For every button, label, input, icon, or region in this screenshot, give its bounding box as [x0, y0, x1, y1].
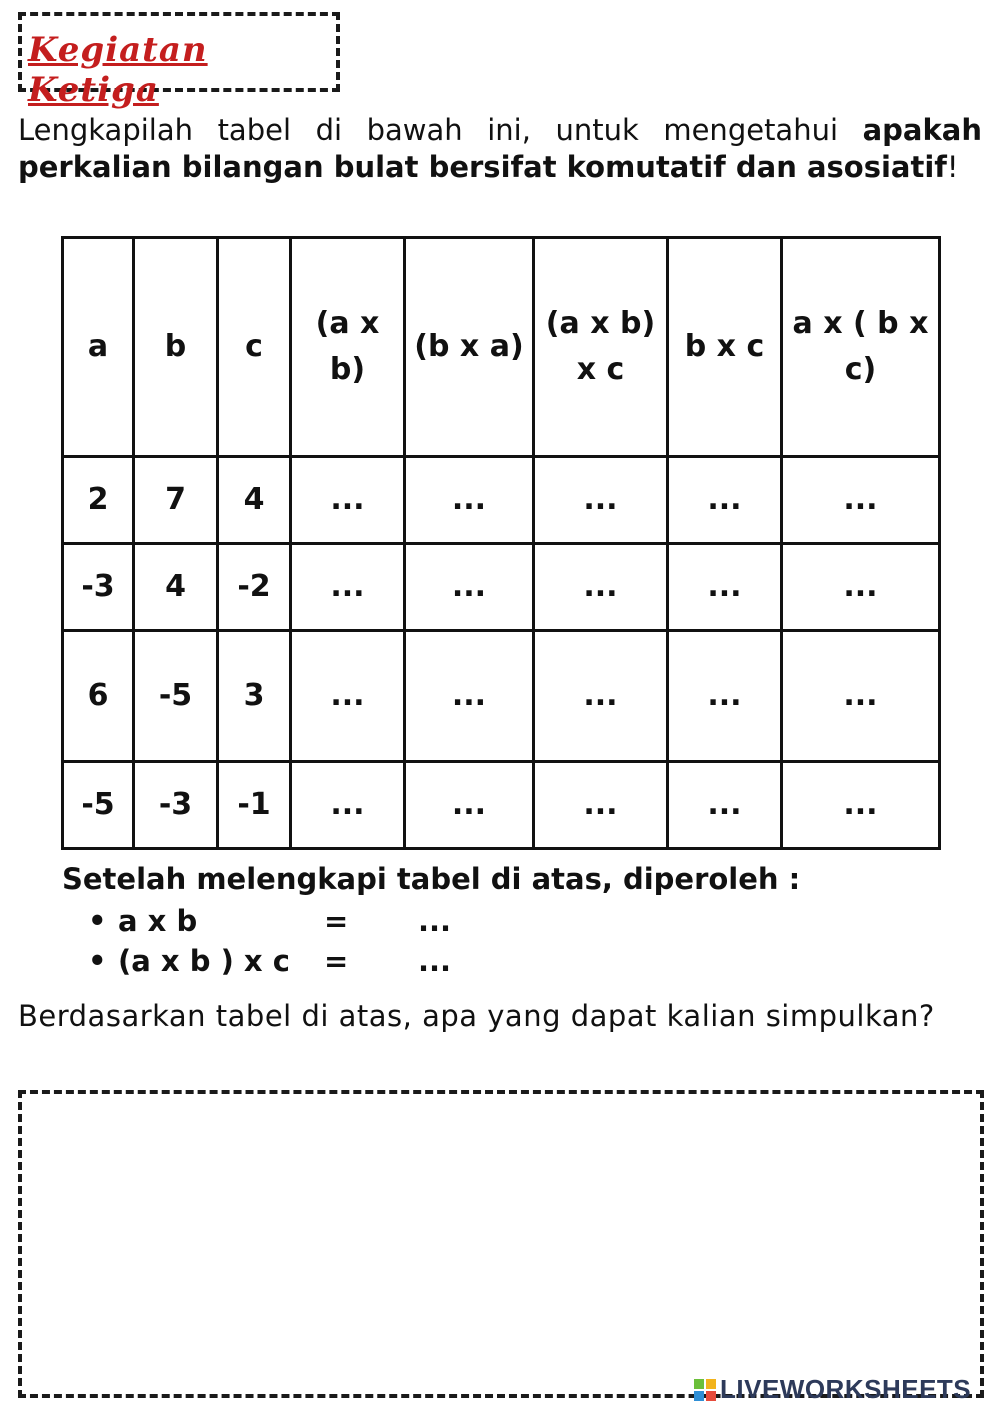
answer-cell[interactable]: ... [782, 457, 940, 544]
bullet-expression: (a x b ) x c [118, 944, 290, 978]
answer-cell[interactable]: ... [534, 631, 668, 762]
header-ab-times-c: (a x b) x c [534, 238, 668, 457]
header-a-times-bc: a x ( b x c) [782, 238, 940, 457]
answer-cell[interactable]: ... [291, 762, 405, 849]
answer-cell[interactable]: ... [291, 544, 405, 631]
cell-b: 4 [134, 544, 218, 631]
bullet-expression: a x b [118, 904, 198, 938]
cell-b: -5 [134, 631, 218, 762]
watermark [694, 1374, 971, 1405]
instruction-end: ! [946, 150, 959, 184]
cell-b: 7 [134, 457, 218, 544]
cell-a: 6 [63, 631, 134, 762]
cell-a: 2 [63, 457, 134, 544]
answer-cell[interactable]: ... [405, 762, 534, 849]
cell-a: -5 [63, 762, 134, 849]
answer-cell[interactable]: ... [405, 457, 534, 544]
answer-cell[interactable]: ... [405, 631, 534, 762]
header-a-times-b: (a x b) [291, 238, 405, 457]
table-row [63, 631, 940, 762]
answer-cell[interactable]: ... [534, 544, 668, 631]
activity-title: Kegiatan Ketiga [28, 30, 208, 110]
bullet-icon: • [88, 944, 107, 978]
answer-cell[interactable]: ... [668, 544, 782, 631]
answer-cell[interactable]: ... [291, 631, 405, 762]
table-header-row [63, 238, 940, 457]
table-row [63, 762, 940, 849]
cell-b: -3 [134, 762, 218, 849]
question-text: Berdasarkan tabel di atas, apa yang dapat kalian simpulkan? [18, 999, 935, 1033]
equals-sign: = [324, 944, 349, 978]
watermark-text: LIVEWORKSHEETS [720, 1374, 972, 1404]
answer-cell[interactable]: ... [668, 631, 782, 762]
answer-blank[interactable]: ... [418, 944, 452, 978]
answer-cell[interactable]: ... [668, 457, 782, 544]
header-a: a [63, 238, 134, 457]
answer-blank[interactable]: ... [418, 904, 452, 938]
answer-cell[interactable]: ... [405, 544, 534, 631]
header-c: c [218, 238, 291, 457]
table-row [63, 544, 940, 631]
equals-sign: = [324, 904, 349, 938]
answer-cell[interactable]: ... [782, 544, 940, 631]
header-b-times-a: (b x a) [405, 238, 534, 457]
liveworksheets-logo-icon [694, 1379, 716, 1401]
answer-cell[interactable]: ... [291, 457, 405, 544]
cell-c: 3 [218, 631, 291, 762]
bullet-icon: • [88, 904, 107, 938]
multiplication-table [61, 236, 941, 850]
instruction-part: Lengkapilah tabel di bawah ini, untuk mengetahui [18, 113, 863, 147]
answer-cell[interactable]: ... [534, 762, 668, 849]
cell-c: -2 [218, 544, 291, 631]
cell-a: -3 [63, 544, 134, 631]
cell-c: -1 [218, 762, 291, 849]
answer-cell[interactable]: ... [668, 762, 782, 849]
cell-c: 4 [218, 457, 291, 544]
table-row [63, 457, 940, 544]
answer-textbox[interactable] [18, 1090, 984, 1398]
instruction-bold: apakah perkalian bilangan bulat bersifat komutatif dan asosiatif [18, 113, 982, 184]
title-box [18, 12, 340, 110]
header-b-times-c: b x c [668, 238, 782, 457]
instruction-text [18, 112, 982, 186]
header-b: b [134, 238, 218, 457]
answer-cell[interactable]: ... [534, 457, 668, 544]
result-heading: Setelah melengkapi tabel di atas, diperoleh : [62, 862, 801, 896]
answer-cell[interactable]: ... [782, 631, 940, 762]
answer-cell[interactable]: ... [782, 762, 940, 849]
